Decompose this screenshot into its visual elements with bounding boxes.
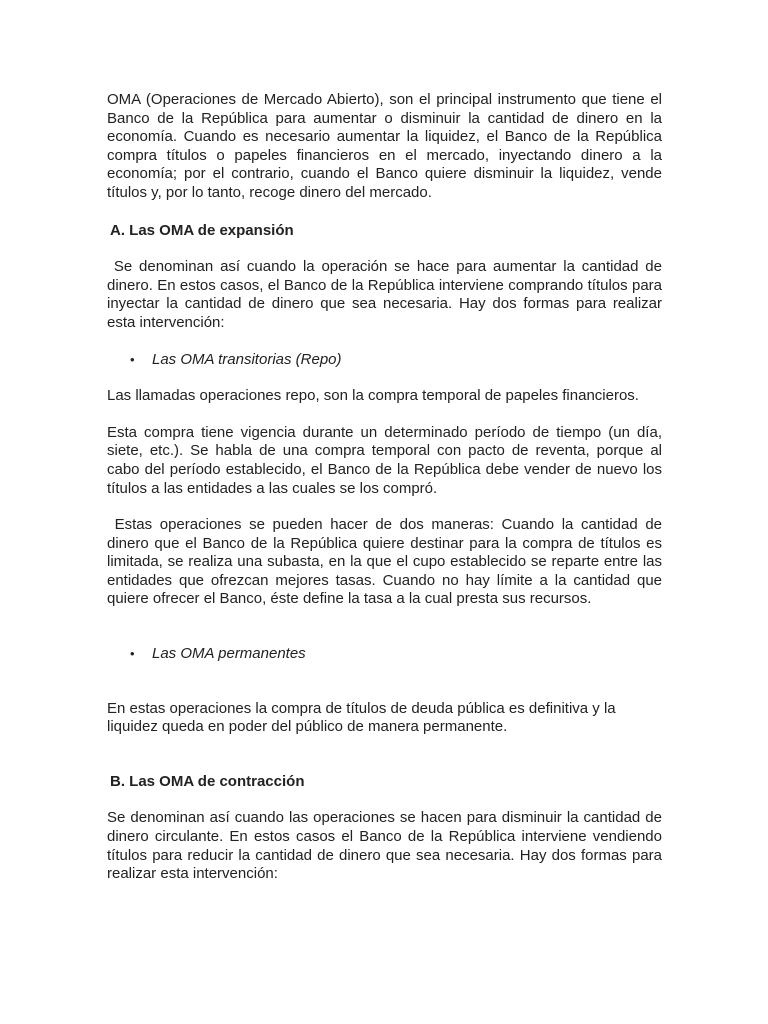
bullet-item-permanentes	[107, 645, 662, 664]
repo-paragraph: Las llamadas operaciones repo, son la compra temporal de papeles financieros.	[107, 387, 639, 405]
permanentes-paragraph: En estas operaciones la compra de títulos de deuda pública es definitiva y la liquidez queda en poder del público de manera permanente.	[107, 699, 616, 736]
section-b-heading: B. Las OMA de contracción	[110, 772, 305, 790]
bullet-icon: •	[130, 351, 135, 367]
section-a-heading: A. Las OMA de expansión	[110, 221, 294, 239]
bullet-icon: •	[130, 646, 135, 662]
section-b-intro: Se denominan así cuando las operaciones se hacen para disminuir la cantidad de dinero circulante. En estos casos el Banco de la República interviene vendiendo títulos para reducir la cantidad de dinero que sea necesaria. Hay dos formas para realizar esta intervención:	[107, 809, 662, 883]
maneras-paragraph: Estas operaciones se pueden hacer de dos maneras: Cuando la cantidad de dinero que el Banco de la República quiere destinar para la compra de títulos es limitada, se realiza una subasta, en la que el cupo establecido se reparte entre las entidades que ofrezcan mejores tasas. Cuando no hay límite a la cantidad que quiere ofrecer el Banco, éste define la tasa a la cual presta sus recursos.	[107, 516, 667, 608]
document-page	[107, 91, 667, 884]
bullet-item-repo	[107, 351, 662, 370]
section-a-intro: Se denominan así cuando la operación se hace para aumentar la cantidad de dinero. En estos casos, el Banco de la República interviene comprando títulos para inyectar la cantidad de dinero que sea necesaria. Hay dos formas para realizar esta intervención:	[107, 258, 667, 331]
bullet-text: Las OMA permanentes	[152, 645, 306, 663]
intro-paragraph: OMA (Operaciones de Mercado Abierto), son el principal instrumento que tiene el Banco de la República para aumentar o disminuir la cantidad de dinero en la economía. Cuando es necesario aumentar la liquidez, el Banco de la República compra títulos o papeles financieros en el mercado, inyectando dinero a la economía; por el contrario, cuando el Banco quiere disminuir la liquidez, vende títulos y, por lo tanto, recoge dinero del mercado.	[107, 91, 662, 201]
bullet-text: Las OMA transitorias (Repo)	[152, 350, 342, 368]
vigencia-paragraph: Esta compra tiene vigencia durante un determinado período de tiempo (un día, siete, etc.). Se habla de una compra temporal con pacto de reventa, porque al cabo del período establecido, el Banco de la República debe vender de nuevo los títulos a las entidades a las cuales se los compró.	[107, 423, 662, 497]
